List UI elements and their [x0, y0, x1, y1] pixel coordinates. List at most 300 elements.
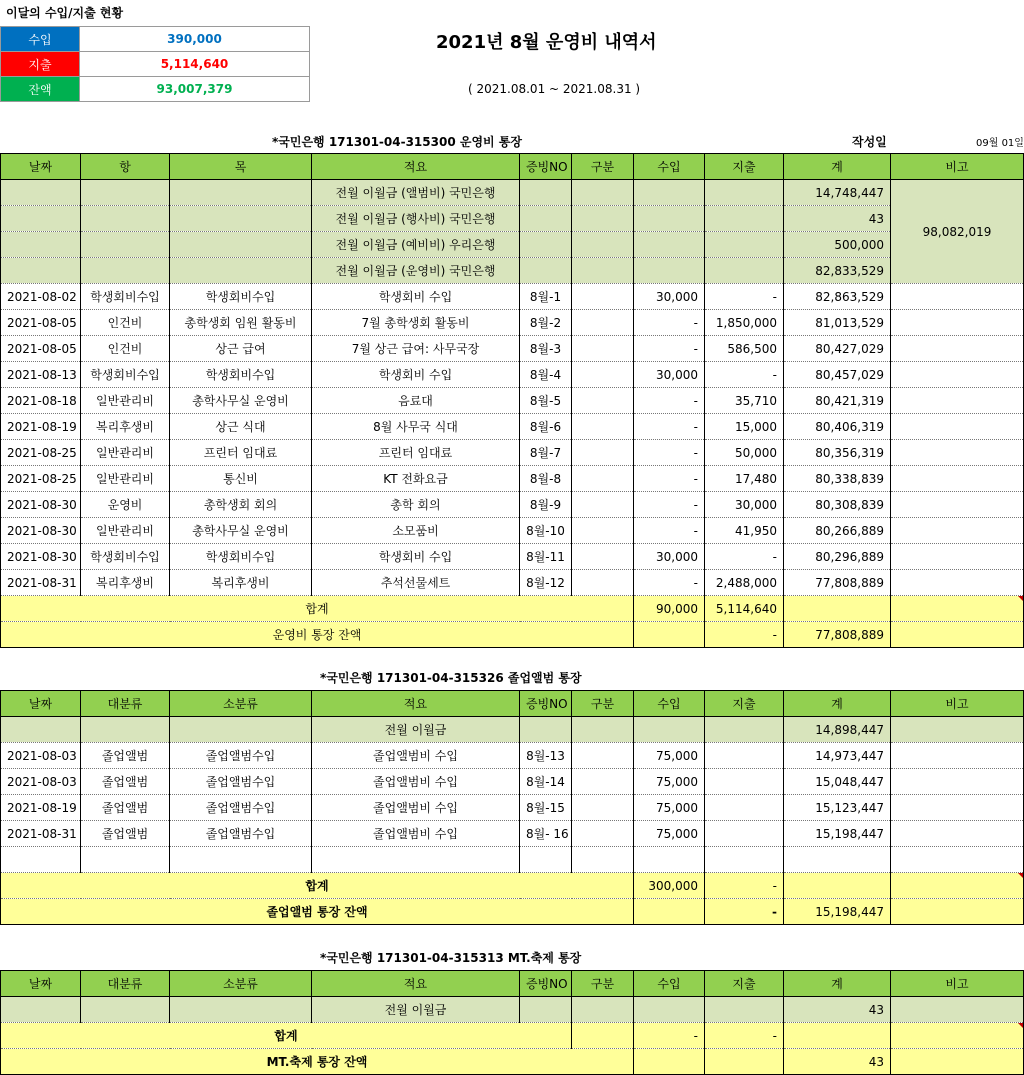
cell-note: [891, 466, 1024, 492]
summary-value: 93,007,379: [80, 77, 310, 102]
cell-balance: 15,123,447: [784, 795, 891, 821]
cell-balance: 43: [784, 206, 891, 232]
cell-description: 소모품비: [312, 518, 520, 544]
cell-description: 프린터 임대료: [312, 440, 520, 466]
cell-subcategory: 학생회비수입: [170, 284, 312, 310]
cell-description: 졸업앨범비 수입: [312, 795, 520, 821]
cell-description: [312, 847, 520, 873]
header-category: 항: [81, 154, 170, 180]
cell-subcategory: [170, 847, 312, 873]
total-expense: -: [705, 873, 784, 899]
cell-category: 졸업앨범: [81, 769, 170, 795]
cell-note: [891, 997, 1024, 1023]
cell-voucher-no: [520, 258, 572, 284]
header-description: 적요: [312, 691, 520, 717]
header-income: 수입: [634, 154, 705, 180]
cell-income: [634, 232, 705, 258]
comment-marker: [1018, 596, 1023, 601]
cell-income: -: [634, 440, 705, 466]
header-income: 수입: [634, 691, 705, 717]
cell-description: 학생회비 수입: [312, 284, 520, 310]
cell-type: [572, 570, 634, 596]
cell-note: [891, 570, 1024, 596]
cell-type: [572, 414, 634, 440]
ledger-album: [0, 690, 1024, 925]
cell-description: 7월 총학생회 활동비: [312, 310, 520, 336]
header-type: 구분: [572, 971, 634, 997]
header-voucher-no: 증빙NO: [520, 691, 572, 717]
account-title-operating: *국민은행 171301-04-315300 운영비 통장: [272, 135, 522, 149]
cell-type: [572, 336, 634, 362]
closing-expense: -: [705, 899, 784, 925]
cell-category: 졸업앨범: [81, 795, 170, 821]
cell-date: 2021-08-03: [1, 769, 81, 795]
summary-value: 390,000: [80, 27, 310, 52]
cell-note: [891, 622, 1024, 648]
total-income: 90,000: [634, 596, 705, 622]
cell-subcategory: [170, 258, 312, 284]
closing-label: 운영비 통장 잔액: [1, 622, 634, 648]
header-note: 비고: [891, 691, 1024, 717]
cell-balance: 80,406,319: [784, 414, 891, 440]
cell-balance: 14,748,447: [784, 180, 891, 206]
cell-date: 2021-08-25: [1, 466, 81, 492]
cell-voucher-no: 8월-8: [520, 466, 572, 492]
closing-balance: 77,808,889: [784, 622, 891, 648]
cell-type: [572, 821, 634, 847]
cell-date: [1, 997, 81, 1023]
cell-expense: [705, 795, 784, 821]
cell-voucher-no: [520, 997, 572, 1023]
cell-expense: [705, 206, 784, 232]
cell-income: [634, 180, 705, 206]
closing-label: 졸업앨범 통장 잔액: [1, 899, 634, 925]
cell-description: 전월 이월금: [312, 717, 520, 743]
summary-label: 수입: [1, 27, 80, 52]
closing-row: [1, 622, 1024, 648]
cell-type: [572, 795, 634, 821]
cell-note: [891, 440, 1024, 466]
carry-row: [1, 997, 1024, 1023]
cell-income: 30,000: [634, 284, 705, 310]
cell-expense: [705, 258, 784, 284]
cell-note: [891, 847, 1024, 873]
cell-description: 학생회비 수입: [312, 362, 520, 388]
table-row: [1, 821, 1024, 847]
cell-balance: 80,266,889: [784, 518, 891, 544]
page-title: 2021년 8월 운영비 내역서: [436, 32, 657, 53]
header-subcategory: 소분류: [170, 691, 312, 717]
cell-type: [572, 769, 634, 795]
cell-description: 졸업앨범비 수입: [312, 769, 520, 795]
cell-subcategory: 총학생회 회의: [170, 492, 312, 518]
total-row: [1, 596, 1024, 622]
cell-note: [891, 492, 1024, 518]
cell-balance: 43: [784, 997, 891, 1023]
cell-date: 2021-08-03: [1, 743, 81, 769]
cell-voucher-no: 8월-11: [520, 544, 572, 570]
cell-type: [572, 1023, 634, 1049]
table-row: [1, 769, 1024, 795]
total-balance: [784, 1023, 891, 1049]
cell-category: 학생회비수입: [81, 544, 170, 570]
cell-voucher-no: 8월-12: [520, 570, 572, 596]
carry-row: [1, 717, 1024, 743]
cell-category: 복리후생비: [81, 570, 170, 596]
cell-note: [891, 544, 1024, 570]
total-balance: [784, 596, 891, 622]
cell-subcategory: [170, 232, 312, 258]
cell-voucher-no: 8월-5: [520, 388, 572, 414]
cell-date: 2021-08-31: [1, 570, 81, 596]
header-category: 대분류: [81, 691, 170, 717]
closing-expense: [705, 1049, 784, 1075]
cell-income: [634, 847, 705, 873]
cell-type: [572, 388, 634, 414]
period-range: ( 2021.08.01 ~ 2021.08.31 ): [468, 82, 641, 96]
cell-income: [634, 1049, 705, 1075]
carry-note: 98,082,019: [891, 180, 1024, 284]
comment-marker: [1018, 1023, 1023, 1028]
header-description: 적요: [312, 154, 520, 180]
table-row: [1, 795, 1024, 821]
cell-balance: 80,356,319: [784, 440, 891, 466]
cell-category: 운영비: [81, 492, 170, 518]
header-subcategory: 소분류: [170, 971, 312, 997]
cell-expense: [705, 769, 784, 795]
cell-voucher-no: [520, 206, 572, 232]
cell-date: 2021-08-25: [1, 440, 81, 466]
cell-note: [891, 414, 1024, 440]
cell-subcategory: 통신비: [170, 466, 312, 492]
total-label: 합계: [1, 1023, 572, 1049]
carry-row: [1, 232, 1024, 258]
cell-balance: 81,013,529: [784, 310, 891, 336]
cell-balance: [784, 847, 891, 873]
cell-type: [572, 206, 634, 232]
total-expense: -: [705, 1023, 784, 1049]
table-row: [1, 847, 1024, 873]
total-note: [891, 596, 1024, 622]
cell-voucher-no: 8월- 16: [520, 821, 572, 847]
cell-expense: 30,000: [705, 492, 784, 518]
cell-date: 2021-08-30: [1, 518, 81, 544]
total-note: [891, 1023, 1024, 1049]
cell-income: -: [634, 518, 705, 544]
cell-balance: 14,898,447: [784, 717, 891, 743]
cell-date: 2021-08-19: [1, 414, 81, 440]
cell-subcategory: 졸업앨범수입: [170, 743, 312, 769]
ledger-operating: [0, 153, 1024, 648]
cell-category: 졸업앨범: [81, 821, 170, 847]
cell-type: [572, 362, 634, 388]
cell-expense: 1,850,000: [705, 310, 784, 336]
cell-category: 학생회비수입: [81, 362, 170, 388]
cell-subcategory: 프린터 임대료: [170, 440, 312, 466]
cell-note: [891, 821, 1024, 847]
cell-expense: 17,480: [705, 466, 784, 492]
header-subcategory: 목: [170, 154, 312, 180]
total-label: 합계: [1, 596, 634, 622]
cell-note: [891, 336, 1024, 362]
cell-type: [572, 440, 634, 466]
table-row: [1, 362, 1024, 388]
summary-table: [0, 26, 310, 102]
header-row: [1, 154, 1024, 180]
cell-category: 일반관리비: [81, 440, 170, 466]
table-row: [1, 570, 1024, 596]
cell-date: 2021-08-05: [1, 310, 81, 336]
cell-voucher-no: 8월-6: [520, 414, 572, 440]
account-title-album: *국민은행 171301-04-315326 졸업앨범 통장: [320, 671, 582, 685]
cell-date: 2021-08-02: [1, 284, 81, 310]
header-type: 구분: [572, 154, 634, 180]
cell-subcategory: 총학사무실 운영비: [170, 518, 312, 544]
total-label: 합계: [1, 873, 634, 899]
cell-balance: 80,308,839: [784, 492, 891, 518]
table-row: [1, 284, 1024, 310]
cell-voucher-no: [520, 232, 572, 258]
cell-type: [572, 180, 634, 206]
cell-category: [81, 180, 170, 206]
cell-expense: [705, 180, 784, 206]
cell-voucher-no: 8월-4: [520, 362, 572, 388]
cell-description: 졸업앨범비 수입: [312, 743, 520, 769]
cell-type: [572, 258, 634, 284]
cell-voucher-no: 8월-3: [520, 336, 572, 362]
table-row: [1, 518, 1024, 544]
cell-type: [572, 717, 634, 743]
cell-category: 인건비: [81, 336, 170, 362]
cell-description: 7월 상근 급여: 사무국장: [312, 336, 520, 362]
account-title-mt: *국민은행 171301-04-315313 MT.축제 통장: [320, 951, 582, 965]
summary-row: [1, 27, 310, 52]
cell-balance: 80,457,029: [784, 362, 891, 388]
cell-category: 일반관리비: [81, 518, 170, 544]
cell-description: 전월 이월금: [312, 997, 520, 1023]
cell-category: 인건비: [81, 310, 170, 336]
closing-row: [1, 899, 1024, 925]
header-note: 비고: [891, 971, 1024, 997]
header-balance: 계: [784, 691, 891, 717]
cell-note: [891, 743, 1024, 769]
cell-type: [572, 997, 634, 1023]
cell-income: 75,000: [634, 795, 705, 821]
cell-category: 졸업앨범: [81, 743, 170, 769]
cell-note: [891, 899, 1024, 925]
header-balance: 계: [784, 154, 891, 180]
cell-category: [81, 258, 170, 284]
cell-balance: 14,973,447: [784, 743, 891, 769]
cell-category: [81, 717, 170, 743]
cell-expense: [705, 743, 784, 769]
cell-description: 추석선물세트: [312, 570, 520, 596]
total-expense: 5,114,640: [705, 596, 784, 622]
cell-type: [572, 492, 634, 518]
cell-voucher-no: 8월-7: [520, 440, 572, 466]
cell-category: 일반관리비: [81, 466, 170, 492]
header-voucher-no: 증빙NO: [520, 971, 572, 997]
cell-balance: 500,000: [784, 232, 891, 258]
cell-note: [891, 769, 1024, 795]
table-row: [1, 440, 1024, 466]
closing-balance: 15,198,447: [784, 899, 891, 925]
cell-income: -: [634, 570, 705, 596]
cell-income: 30,000: [634, 362, 705, 388]
cell-expense: [705, 997, 784, 1023]
cell-date: 2021-08-30: [1, 544, 81, 570]
cell-voucher-no: 8월-10: [520, 518, 572, 544]
cell-date: 2021-08-31: [1, 821, 81, 847]
header-type: 구분: [572, 691, 634, 717]
table-row: [1, 310, 1024, 336]
cell-note: [891, 1049, 1024, 1075]
carry-row: [1, 258, 1024, 284]
total-income: -: [634, 1023, 705, 1049]
cell-type: [572, 544, 634, 570]
cell-balance: 80,296,889: [784, 544, 891, 570]
cell-income: -: [634, 388, 705, 414]
cell-income: [634, 899, 705, 925]
cell-note: [891, 717, 1024, 743]
closing-expense: -: [705, 622, 784, 648]
summary-label: 잔액: [1, 77, 80, 102]
cell-category: [81, 206, 170, 232]
cell-description: 졸업앨범비 수입: [312, 821, 520, 847]
header-note: 비고: [891, 154, 1024, 180]
table-row: [1, 492, 1024, 518]
cell-voucher-no: 8월-9: [520, 492, 572, 518]
cell-income: 30,000: [634, 544, 705, 570]
cell-income: -: [634, 310, 705, 336]
cell-date: 2021-08-30: [1, 492, 81, 518]
cell-category: 일반관리비: [81, 388, 170, 414]
cell-voucher-no: [520, 180, 572, 206]
cell-voucher-no: 8월-15: [520, 795, 572, 821]
cell-expense: 50,000: [705, 440, 784, 466]
cell-description: 8월 사무국 식대: [312, 414, 520, 440]
cell-note: [891, 310, 1024, 336]
cell-balance: 15,048,447: [784, 769, 891, 795]
cell-subcategory: [170, 180, 312, 206]
cell-subcategory: 졸업앨범수입: [170, 821, 312, 847]
cell-income: -: [634, 492, 705, 518]
cell-subcategory: 상근 식대: [170, 414, 312, 440]
cell-date: [1, 232, 81, 258]
written-date-label: 작성일: [852, 135, 887, 149]
header-income: 수입: [634, 971, 705, 997]
summary-row: [1, 77, 310, 102]
header-expense: 지출: [705, 154, 784, 180]
cell-description: 전월 이월금 (운영비) 국민은행: [312, 258, 520, 284]
table-row: [1, 388, 1024, 414]
cell-subcategory: 총학생회 임원 활동비: [170, 310, 312, 336]
cell-description: 학생회비 수입: [312, 544, 520, 570]
header-voucher-no: 증빙NO: [520, 154, 572, 180]
cell-date: [1, 258, 81, 284]
total-income: 300,000: [634, 873, 705, 899]
carry-row: [1, 206, 1024, 232]
cell-expense: 586,500: [705, 336, 784, 362]
carry-row: [1, 180, 1024, 206]
header-date: 날짜: [1, 154, 81, 180]
cell-balance: 80,427,029: [784, 336, 891, 362]
cell-date: 2021-08-19: [1, 795, 81, 821]
table-row: [1, 544, 1024, 570]
cell-subcategory: 총학사무실 운영비: [170, 388, 312, 414]
written-date-value: 09월 01일: [976, 138, 1024, 149]
cell-expense: 15,000: [705, 414, 784, 440]
ledger-mt: [0, 970, 1024, 1075]
cell-subcategory: [170, 997, 312, 1023]
cell-balance: 82,833,529: [784, 258, 891, 284]
cell-expense: 41,950: [705, 518, 784, 544]
cell-subcategory: 졸업앨범수입: [170, 795, 312, 821]
header-description: 적요: [312, 971, 520, 997]
cell-description: 음료대: [312, 388, 520, 414]
cell-subcategory: 졸업앨범수입: [170, 769, 312, 795]
cell-balance: 80,338,839: [784, 466, 891, 492]
cell-expense: -: [705, 544, 784, 570]
cell-expense: 2,488,000: [705, 570, 784, 596]
cell-category: [81, 997, 170, 1023]
cell-date: [1, 180, 81, 206]
table-row: [1, 414, 1024, 440]
table-row: [1, 466, 1024, 492]
cell-income: [634, 997, 705, 1023]
cell-voucher-no: 8월-2: [520, 310, 572, 336]
summary-label: 지출: [1, 52, 80, 77]
cell-type: [572, 232, 634, 258]
cell-voucher-no: [520, 717, 572, 743]
cell-expense: 35,710: [705, 388, 784, 414]
header-balance: 계: [784, 971, 891, 997]
cell-type: [572, 310, 634, 336]
cell-subcategory: 학생회비수입: [170, 362, 312, 388]
cell-note: [891, 518, 1024, 544]
summary-value: 5,114,640: [80, 52, 310, 77]
cell-subcategory: 복리후생비: [170, 570, 312, 596]
total-row: [1, 1023, 1024, 1049]
cell-date: 2021-08-05: [1, 336, 81, 362]
cell-category: 복리후생비: [81, 414, 170, 440]
cell-balance: 15,198,447: [784, 821, 891, 847]
cell-expense: [705, 847, 784, 873]
cell-note: [891, 362, 1024, 388]
cell-voucher-no: 8월-13: [520, 743, 572, 769]
header-date: 날짜: [1, 691, 81, 717]
total-balance: [784, 873, 891, 899]
cell-income: -: [634, 466, 705, 492]
cell-type: [572, 743, 634, 769]
closing-row: [1, 1049, 1024, 1075]
cell-category: [81, 232, 170, 258]
table-row: [1, 336, 1024, 362]
cell-note: [891, 284, 1024, 310]
cell-type: [572, 847, 634, 873]
cell-subcategory: 상근 급여: [170, 336, 312, 362]
cell-balance: 80,421,319: [784, 388, 891, 414]
cell-subcategory: [170, 206, 312, 232]
header-expense: 지출: [705, 971, 784, 997]
cell-type: [572, 284, 634, 310]
cell-income: [634, 717, 705, 743]
closing-balance: 43: [784, 1049, 891, 1075]
cell-income: [634, 622, 705, 648]
cell-income: 75,000: [634, 821, 705, 847]
cell-date: 2021-08-18: [1, 388, 81, 414]
cell-expense: -: [705, 284, 784, 310]
